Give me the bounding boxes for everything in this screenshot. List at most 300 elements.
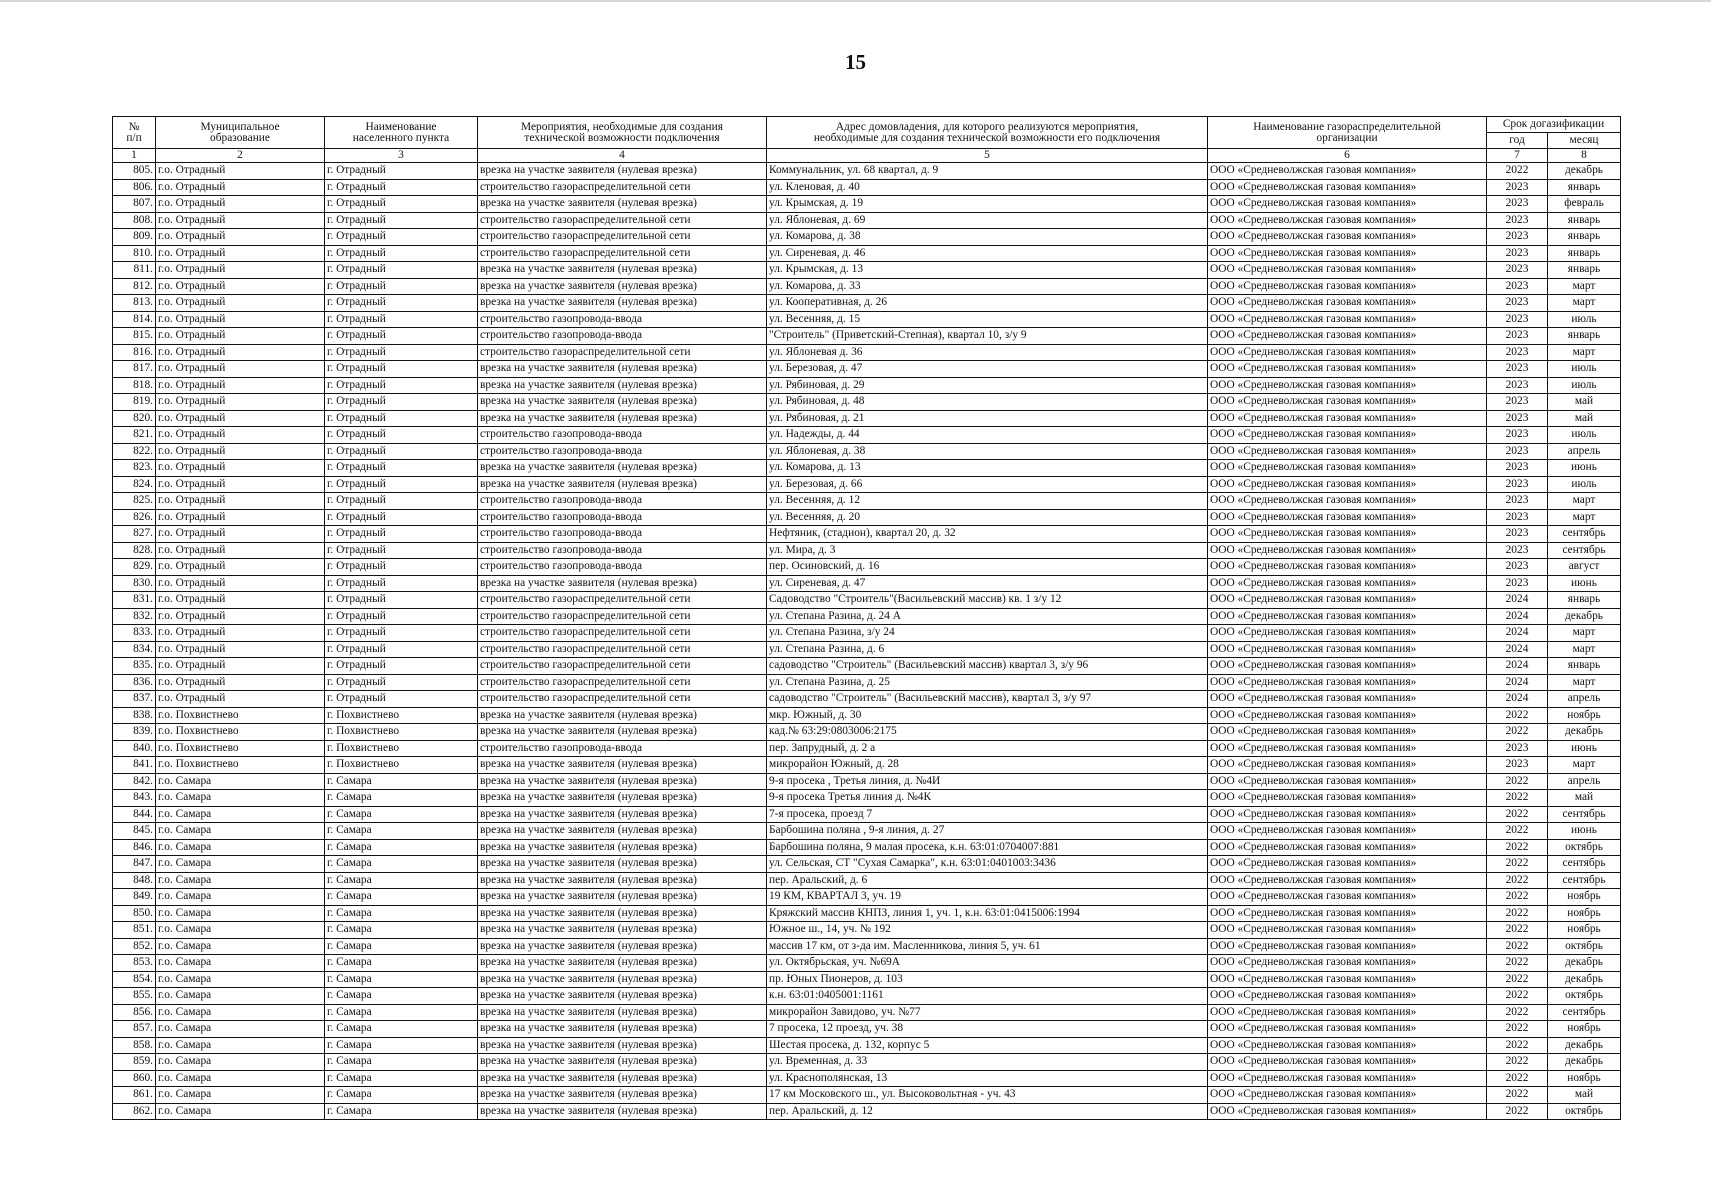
year-cell: 2022 <box>1487 1004 1548 1021</box>
municipality-cell: г.о. Отрадный <box>156 674 325 691</box>
gasification-table <box>112 116 1621 1120</box>
year-cell: 2023 <box>1487 377 1548 394</box>
month-cell: октябрь <box>1548 1103 1621 1120</box>
month-cell: июль <box>1548 427 1621 444</box>
municipality-cell: г.о. Отрадный <box>156 394 325 411</box>
settlement-cell: г. Отрадный <box>325 509 478 526</box>
row-number: 851. <box>113 922 156 939</box>
municipality-cell: г.о. Похвистнево <box>156 740 325 757</box>
table-row <box>113 658 1621 675</box>
row-number: 819. <box>113 394 156 411</box>
month-cell: март <box>1548 344 1621 361</box>
municipality-cell: г.о. Самара <box>156 773 325 790</box>
gas-company-cell: ООО «Средневолжская газовая компания» <box>1208 394 1487 411</box>
month-cell: декабрь <box>1548 724 1621 741</box>
address-cell: ул. Рябиновая, д. 48 <box>767 394 1208 411</box>
row-number: 834. <box>113 641 156 658</box>
address-cell: ул. Рябиновая, д. 21 <box>767 410 1208 427</box>
year-cell: 2023 <box>1487 394 1548 411</box>
table-row <box>113 196 1621 213</box>
measure-cell: строительство газораспределительной сети <box>478 245 767 262</box>
row-number: 820. <box>113 410 156 427</box>
measure-cell: строительство газораспределительной сети <box>478 212 767 229</box>
municipality-cell: г.о. Самара <box>156 1054 325 1071</box>
measure-cell: врезка на участке заявителя (нулевая врезка) <box>478 1087 767 1104</box>
measure-cell: строительство газопровода-ввода <box>478 509 767 526</box>
settlement-cell: г. Отрадный <box>325 344 478 361</box>
gas-company-cell: ООО «Средневолжская газовая компания» <box>1208 344 1487 361</box>
municipality-cell: г.о. Отрадный <box>156 625 325 642</box>
month-cell: октябрь <box>1548 839 1621 856</box>
settlement-cell: г. Самара <box>325 1103 478 1120</box>
month-cell: декабрь <box>1548 1054 1621 1071</box>
measure-cell: строительство газопровода-ввода <box>478 542 767 559</box>
month-cell: февраль <box>1548 196 1621 213</box>
measure-cell: врезка на участке заявителя (нулевая врезка) <box>478 889 767 906</box>
measure-cell: врезка на участке заявителя (нулевая врезка) <box>478 460 767 477</box>
measure-cell: врезка на участке заявителя (нулевая врезка) <box>478 839 767 856</box>
gas-company-cell: ООО «Средневолжская газовая компания» <box>1208 806 1487 823</box>
row-number: 840. <box>113 740 156 757</box>
month-cell: март <box>1548 493 1621 510</box>
table-row <box>113 905 1621 922</box>
year-cell: 2022 <box>1487 1103 1548 1120</box>
municipality-cell: г.о. Отрадный <box>156 295 325 312</box>
table-row <box>113 790 1621 807</box>
year-cell: 2022 <box>1487 955 1548 972</box>
settlement-cell: г. Отрадный <box>325 410 478 427</box>
month-cell: сентябрь <box>1548 806 1621 823</box>
gas-company-cell: ООО «Средневолжская газовая компания» <box>1208 1004 1487 1021</box>
gas-company-cell: ООО «Средневолжская газовая компания» <box>1208 212 1487 229</box>
settlement-cell: г. Отрадный <box>325 674 478 691</box>
table-row <box>113 1103 1621 1120</box>
year-cell: 2022 <box>1487 988 1548 1005</box>
municipality-cell: г.о. Отрадный <box>156 460 325 477</box>
row-number: 857. <box>113 1021 156 1038</box>
settlement-cell: г. Самара <box>325 773 478 790</box>
row-number: 805. <box>113 163 156 180</box>
table-row <box>113 394 1621 411</box>
year-cell: 2024 <box>1487 592 1548 609</box>
municipality-cell: г.о. Отрадный <box>156 542 325 559</box>
table-row <box>113 641 1621 658</box>
municipality-cell: г.о. Самара <box>156 823 325 840</box>
row-number: 830. <box>113 575 156 592</box>
measure-cell: врезка на участке заявителя (нулевая врезка) <box>478 724 767 741</box>
year-cell: 2022 <box>1487 971 1548 988</box>
measure-cell: врезка на участке заявителя (нулевая врезка) <box>478 1054 767 1071</box>
month-cell: март <box>1548 757 1621 774</box>
year-cell: 2024 <box>1487 608 1548 625</box>
municipality-cell: г.о. Похвистнево <box>156 707 325 724</box>
row-number: 816. <box>113 344 156 361</box>
month-cell: ноябрь <box>1548 1070 1621 1087</box>
table-row <box>113 377 1621 394</box>
table-row <box>113 691 1621 708</box>
municipality-cell: г.о. Отрадный <box>156 212 325 229</box>
page-number: 15 <box>845 50 866 74</box>
settlement-cell: г. Самара <box>325 955 478 972</box>
address-cell: ул. Степана Разина, з/у 24 <box>767 625 1208 642</box>
row-number: 849. <box>113 889 156 906</box>
gas-company-cell: ООО «Средневолжская газовая компания» <box>1208 163 1487 180</box>
settlement-cell: г. Отрадный <box>325 311 478 328</box>
index-cell: 8 <box>1548 149 1621 163</box>
gas-company-cell: ООО «Средневолжская газовая компания» <box>1208 625 1487 642</box>
settlement-cell: г. Самара <box>325 922 478 939</box>
month-cell: сентябрь <box>1548 542 1621 559</box>
measure-cell: строительство газопровода-ввода <box>478 526 767 543</box>
month-cell: апрель <box>1548 443 1621 460</box>
gas-company-cell: ООО «Средневолжская газовая компания» <box>1208 971 1487 988</box>
municipality-cell: г.о. Отрадный <box>156 179 325 196</box>
row-number: 806. <box>113 179 156 196</box>
settlement-cell: г. Отрадный <box>325 361 478 378</box>
year-cell: 2023 <box>1487 757 1548 774</box>
row-number: 823. <box>113 460 156 477</box>
table-row <box>113 460 1621 477</box>
settlement-cell: г. Отрадный <box>325 262 478 279</box>
address-cell: Барбошина поляна, 9 малая просека, к.н. 63:01:0704007:881 <box>767 839 1208 856</box>
month-cell: январь <box>1548 179 1621 196</box>
month-cell: май <box>1548 1087 1621 1104</box>
year-cell: 2022 <box>1487 806 1548 823</box>
address-cell: ул. Комарова, д. 33 <box>767 278 1208 295</box>
address-cell: 9-я просека Третья линия д. №4К <box>767 790 1208 807</box>
settlement-cell: г. Самара <box>325 1004 478 1021</box>
address-cell: ул. Комарова, д. 38 <box>767 229 1208 246</box>
settlement-cell: г. Отрадный <box>325 592 478 609</box>
municipality-cell: г.о. Отрадный <box>156 311 325 328</box>
row-number: 841. <box>113 757 156 774</box>
municipality-cell: г.о. Самара <box>156 872 325 889</box>
year-cell: 2023 <box>1487 278 1548 295</box>
gas-company-cell: ООО «Средневолжская газовая компания» <box>1208 526 1487 543</box>
measure-cell: врезка на участке заявителя (нулевая врезка) <box>478 575 767 592</box>
month-cell: апрель <box>1548 773 1621 790</box>
municipality-cell: г.о. Самара <box>156 1103 325 1120</box>
address-cell: Южное ш., 14, уч. № 192 <box>767 922 1208 939</box>
gas-company-cell: ООО «Средневолжская газовая компания» <box>1208 823 1487 840</box>
row-number: 833. <box>113 625 156 642</box>
year-cell: 2023 <box>1487 476 1548 493</box>
row-number: 860. <box>113 1070 156 1087</box>
month-cell: май <box>1548 394 1621 411</box>
year-cell: 2024 <box>1487 658 1548 675</box>
month-cell: декабрь <box>1548 163 1621 180</box>
municipality-cell: г.о. Самара <box>156 889 325 906</box>
gas-company-cell: ООО «Средневолжская газовая компания» <box>1208 1021 1487 1038</box>
address-cell: ул. Степана Разина, д. 24 А <box>767 608 1208 625</box>
gas-company-cell: ООО «Средневолжская газовая компания» <box>1208 955 1487 972</box>
measure-cell: строительство газопровода-ввода <box>478 328 767 345</box>
month-cell: июль <box>1548 311 1621 328</box>
month-cell: сентябрь <box>1548 526 1621 543</box>
row-number: 838. <box>113 707 156 724</box>
month-cell: январь <box>1548 592 1621 609</box>
month-cell: март <box>1548 674 1621 691</box>
gas-company-cell: ООО «Средневолжская газовая компания» <box>1208 872 1487 889</box>
row-number: 814. <box>113 311 156 328</box>
gas-company-cell: ООО «Средневолжская газовая компания» <box>1208 922 1487 939</box>
table-row <box>113 344 1621 361</box>
address-cell: ул. Кленовая, д. 40 <box>767 179 1208 196</box>
address-cell: Садоводство "Строитель"(Васильевский массив) кв. 1 з/у 12 <box>767 592 1208 609</box>
settlement-cell: г. Отрадный <box>325 691 478 708</box>
municipality-cell: г.о. Отрадный <box>156 361 325 378</box>
header-number: № п/п <box>113 117 156 149</box>
year-cell: 2023 <box>1487 311 1548 328</box>
address-cell: мкр. Южный, д. 30 <box>767 707 1208 724</box>
index-cell: 2 <box>156 149 325 163</box>
address-cell: 17 км Московского ш., ул. Высоковольтная - уч. 43 <box>767 1087 1208 1104</box>
municipality-cell: г.о. Отрадный <box>156 410 325 427</box>
municipality-cell: г.о. Самара <box>156 971 325 988</box>
row-number: 818. <box>113 377 156 394</box>
year-cell: 2022 <box>1487 1021 1548 1038</box>
municipality-cell: г.о. Отрадный <box>156 344 325 361</box>
address-cell: ул. Яблоневая, д. 38 <box>767 443 1208 460</box>
year-cell: 2024 <box>1487 625 1548 642</box>
gas-company-cell: ООО «Средневолжская газовая компания» <box>1208 988 1487 1005</box>
table-row <box>113 493 1621 510</box>
gas-company-cell: ООО «Средневолжская газовая компания» <box>1208 278 1487 295</box>
year-cell: 2024 <box>1487 691 1548 708</box>
address-cell: ул. Сельская, СТ "Сухая Самарка", к.н. 63:01:0401003:3436 <box>767 856 1208 873</box>
address-cell: пер. Запрудный, д. 2 а <box>767 740 1208 757</box>
settlement-cell: г. Отрадный <box>325 641 478 658</box>
index-cell: 5 <box>767 149 1208 163</box>
row-number: 843. <box>113 790 156 807</box>
address-cell: кад.№ 63:29:0803006:2175 <box>767 724 1208 741</box>
header-gasification-term: Срок догазификации <box>1487 117 1621 133</box>
table-row <box>113 823 1621 840</box>
settlement-cell: г. Отрадный <box>325 460 478 477</box>
address-cell: ул. Рябиновая, д. 29 <box>767 377 1208 394</box>
address-cell: Шестая просека, д. 132, корпус 5 <box>767 1037 1208 1054</box>
settlement-cell: г. Отрадный <box>325 625 478 642</box>
settlement-cell: г. Похвистнево <box>325 740 478 757</box>
month-cell: ноябрь <box>1548 905 1621 922</box>
measure-cell: строительство газопровода-ввода <box>478 443 767 460</box>
municipality-cell: г.о. Отрадный <box>156 229 325 246</box>
scan-top-edge <box>0 0 1711 2</box>
gas-company-cell: ООО «Средневолжская газовая компания» <box>1208 476 1487 493</box>
header-settlement: Наименование населенного пункта <box>325 117 478 149</box>
measure-cell: врезка на участке заявителя (нулевая врезка) <box>478 1004 767 1021</box>
month-cell: декабрь <box>1548 608 1621 625</box>
table-row <box>113 295 1621 312</box>
table-row <box>113 476 1621 493</box>
gas-company-cell: ООО «Средневолжская газовая компания» <box>1208 757 1487 774</box>
gas-company-cell: ООО «Средневолжская газовая компания» <box>1208 856 1487 873</box>
row-number: 824. <box>113 476 156 493</box>
municipality-cell: г.о. Самара <box>156 1021 325 1038</box>
year-cell: 2022 <box>1487 856 1548 873</box>
year-cell: 2023 <box>1487 740 1548 757</box>
table-row <box>113 1087 1621 1104</box>
measure-cell: врезка на участке заявителя (нулевая врезка) <box>478 476 767 493</box>
gas-company-cell: ООО «Средневолжская газовая компания» <box>1208 509 1487 526</box>
settlement-cell: г. Похвистнево <box>325 757 478 774</box>
year-cell: 2023 <box>1487 443 1548 460</box>
settlement-cell: г. Самара <box>325 889 478 906</box>
measure-cell: врезка на участке заявителя (нулевая врезка) <box>478 1103 767 1120</box>
address-cell: микрорайон Завидово, уч. №77 <box>767 1004 1208 1021</box>
row-number: 837. <box>113 691 156 708</box>
month-cell: май <box>1548 790 1621 807</box>
month-cell: январь <box>1548 229 1621 246</box>
measure-cell: строительство газораспределительной сети <box>478 608 767 625</box>
settlement-cell: г. Отрадный <box>325 278 478 295</box>
municipality-cell: г.о. Отрадный <box>156 509 325 526</box>
table-row <box>113 1054 1621 1071</box>
table-row <box>113 872 1621 889</box>
municipality-cell: г.о. Отрадный <box>156 377 325 394</box>
measure-cell: строительство газораспределительной сети <box>478 625 767 642</box>
address-cell: массив 17 км, от з-да им. Масленникова, линия 5, уч. 61 <box>767 938 1208 955</box>
measure-cell: строительство газораспределительной сети <box>478 179 767 196</box>
municipality-cell: г.о. Отрадный <box>156 691 325 708</box>
gas-company-cell: ООО «Средневолжская газовая компания» <box>1208 592 1487 609</box>
year-cell: 2022 <box>1487 823 1548 840</box>
table-row <box>113 328 1621 345</box>
address-cell: ул. Яблоневая, д. 69 <box>767 212 1208 229</box>
address-cell: 7 просека, 12 проезд, уч. 38 <box>767 1021 1208 1038</box>
settlement-cell: г. Самара <box>325 988 478 1005</box>
gas-company-cell: ООО «Средневолжская газовая компания» <box>1208 427 1487 444</box>
municipality-cell: г.о. Отрадный <box>156 493 325 510</box>
settlement-cell: г. Похвистнево <box>325 724 478 741</box>
gas-company-cell: ООО «Средневолжская газовая компания» <box>1208 740 1487 757</box>
month-cell: май <box>1548 410 1621 427</box>
gas-company-cell: ООО «Средневолжская газовая компания» <box>1208 229 1487 246</box>
settlement-cell: г. Отрадный <box>325 526 478 543</box>
gas-company-cell: ООО «Средневолжская газовая компания» <box>1208 674 1487 691</box>
measure-cell: строительство газораспределительной сети <box>478 344 767 361</box>
address-cell: ул. Березовая, д. 66 <box>767 476 1208 493</box>
index-cell: 1 <box>113 149 156 163</box>
year-cell: 2022 <box>1487 1037 1548 1054</box>
table-row <box>113 856 1621 873</box>
table-row <box>113 773 1621 790</box>
month-cell: март <box>1548 641 1621 658</box>
address-cell: ул. Октябрьская, уч. №69А <box>767 955 1208 972</box>
measure-cell: строительство газораспределительной сети <box>478 229 767 246</box>
row-number: 813. <box>113 295 156 312</box>
table-row <box>113 608 1621 625</box>
settlement-cell: г. Отрадный <box>325 427 478 444</box>
month-cell: декабрь <box>1548 955 1621 972</box>
gas-company-cell: ООО «Средневолжская газовая компания» <box>1208 559 1487 576</box>
municipality-cell: г.о. Самара <box>156 1087 325 1104</box>
row-number: 842. <box>113 773 156 790</box>
municipality-cell: г.о. Отрадный <box>156 245 325 262</box>
municipality-cell: г.о. Самара <box>156 988 325 1005</box>
year-cell: 2024 <box>1487 674 1548 691</box>
table-row <box>113 806 1621 823</box>
year-cell: 2022 <box>1487 872 1548 889</box>
table-header <box>113 117 1621 163</box>
municipality-cell: г.о. Отрадный <box>156 608 325 625</box>
row-number: 852. <box>113 938 156 955</box>
municipality-cell: г.о. Самара <box>156 922 325 939</box>
table-row <box>113 1021 1621 1038</box>
row-number: 828. <box>113 542 156 559</box>
row-number: 811. <box>113 262 156 279</box>
measure-cell: врезка на участке заявителя (нулевая врезка) <box>478 1037 767 1054</box>
row-number: 846. <box>113 839 156 856</box>
gas-company-cell: ООО «Средневолжская газовая компания» <box>1208 575 1487 592</box>
address-cell: ул. Крымская, д. 13 <box>767 262 1208 279</box>
table-row <box>113 889 1621 906</box>
settlement-cell: г. Самара <box>325 839 478 856</box>
row-number: 854. <box>113 971 156 988</box>
row-number: 847. <box>113 856 156 873</box>
measure-cell: врезка на участке заявителя (нулевая врезка) <box>478 1021 767 1038</box>
gas-company-cell: ООО «Средневолжская газовая компания» <box>1208 361 1487 378</box>
gas-company-cell: ООО «Средневолжская газовая компания» <box>1208 311 1487 328</box>
measure-cell: врезка на участке заявителя (нулевая врезка) <box>478 262 767 279</box>
measure-cell: врезка на участке заявителя (нулевая врезка) <box>478 394 767 411</box>
table-row <box>113 724 1621 741</box>
measure-cell: врезка на участке заявителя (нулевая врезка) <box>478 196 767 213</box>
header-year: год <box>1487 133 1548 149</box>
row-number: 825. <box>113 493 156 510</box>
row-number: 821. <box>113 427 156 444</box>
year-cell: 2023 <box>1487 229 1548 246</box>
gas-company-cell: ООО «Средневолжская газовая компания» <box>1208 460 1487 477</box>
settlement-cell: г. Отрадный <box>325 559 478 576</box>
settlement-cell: г. Самара <box>325 790 478 807</box>
month-cell: март <box>1548 295 1621 312</box>
address-cell: ул. Временная, д. 33 <box>767 1054 1208 1071</box>
gas-company-cell: ООО «Средневолжская газовая компания» <box>1208 790 1487 807</box>
table-row <box>113 229 1621 246</box>
municipality-cell: г.о. Самара <box>156 1070 325 1087</box>
gas-company-cell: ООО «Средневолжская газовая компания» <box>1208 295 1487 312</box>
settlement-cell: г. Самара <box>325 905 478 922</box>
table-row <box>113 1004 1621 1021</box>
gas-company-cell: ООО «Средневолжская газовая компания» <box>1208 1070 1487 1087</box>
row-number: 827. <box>113 526 156 543</box>
table-row <box>113 443 1621 460</box>
table-row <box>113 707 1621 724</box>
year-cell: 2023 <box>1487 559 1548 576</box>
gas-company-cell: ООО «Средневолжская газовая компания» <box>1208 328 1487 345</box>
gas-company-cell: ООО «Средневолжская газовая компания» <box>1208 691 1487 708</box>
table-row <box>113 559 1621 576</box>
address-cell: 7-я просека, проезд 7 <box>767 806 1208 823</box>
municipality-cell: г.о. Самара <box>156 1004 325 1021</box>
measure-cell: врезка на участке заявителя (нулевая врезка) <box>478 872 767 889</box>
year-cell: 2022 <box>1487 1087 1548 1104</box>
settlement-cell: г. Отрадный <box>325 377 478 394</box>
municipality-cell: г.о. Отрадный <box>156 443 325 460</box>
measure-cell: врезка на участке заявителя (нулевая врезка) <box>478 790 767 807</box>
address-cell: Барбошина поляна , 9-я линия, д. 27 <box>767 823 1208 840</box>
month-cell: декабрь <box>1548 971 1621 988</box>
gas-company-cell: ООО «Средневолжская газовая компания» <box>1208 196 1487 213</box>
row-number: 835. <box>113 658 156 675</box>
settlement-cell: г. Самара <box>325 1070 478 1087</box>
row-number: 831. <box>113 592 156 609</box>
address-cell: ул. Яблоневая д. 36 <box>767 344 1208 361</box>
municipality-cell: г.о. Отрадный <box>156 658 325 675</box>
settlement-cell: г. Отрадный <box>325 328 478 345</box>
row-number: 853. <box>113 955 156 972</box>
